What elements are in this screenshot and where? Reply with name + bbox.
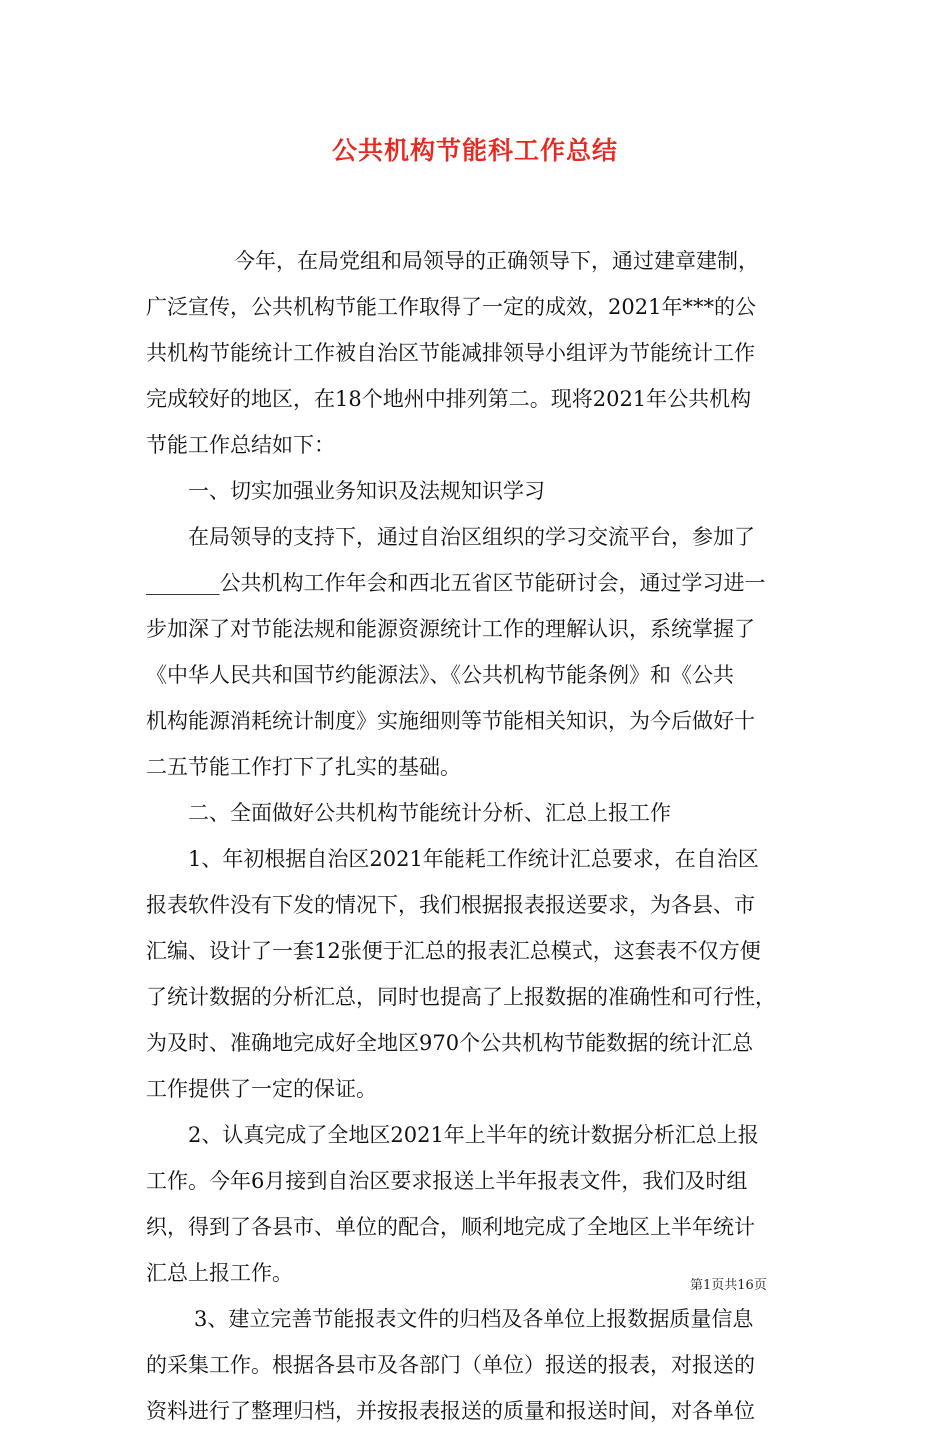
body-text-line: 共机构节能统计工作被自治区节能减排领导小组评为节能统计工作 [146, 341, 755, 365]
body-text-line: 二、全面做好公共机构节能统计分析、汇总上报工作 [188, 801, 671, 825]
body-text-line: 步加深了对节能法规和能源资源统计工作的理解认识，系统掌握了 [146, 617, 755, 641]
body-text-line: 完成较好的地区，在18个地州中排列第二。现将2021年公共机构 [146, 387, 752, 411]
body-text-line: 工作。今年6月接到自治区要求报送上半年报表文件，我们及时组 [146, 1169, 748, 1193]
body-text-line: 广泛宣传，公共机构节能工作取得了一定的成效，2021年***的公 [146, 295, 756, 319]
body-text-line: 资料进行了整理归档，并按报表报送的质量和报送时间，对各单位 [146, 1399, 755, 1423]
document-body [146, 238, 810, 1434]
body-text-line: 节能工作总结如下： [146, 433, 335, 457]
body-text-line: 1、年初根据自治区2021年能耗工作统计汇总要求，在自治区 [188, 847, 759, 871]
body-text-line: 《中华人民共和国节约能源法》、《公共机构节能条例》和《公共 [146, 663, 734, 687]
body-text-line: 的采集工作。根据各县市及各部门（单位）报送的报表，对报送的 [146, 1353, 755, 1377]
body-text-line: 在局领导的支持下，通过自治区组织的学习交流平台，参加了 [188, 525, 755, 549]
body-text-line: _______公共机构工作年会和西北五省区节能研讨会，通过学习进一 [146, 571, 766, 595]
body-text-line: 织，得到了各县市、单位的配合，顺利地完成了全地区上半年统计 [146, 1215, 755, 1239]
body-text-line: 了统计数据的分析汇总，同时也提高了上报数据的准确性和可行性， [146, 985, 776, 1009]
body-text-line: 汇编、设计了一套12张便于汇总的报表汇总模式，这套表不仅方便 [146, 939, 761, 963]
body-text-line: 今年，在局党组和局领导的正确领导下，通过建章建制， [234, 249, 759, 273]
body-text-line: 二五节能工作打下了扎实的基础。 [146, 755, 461, 779]
body-text-line: 2、认真完成了全地区2021年上半年的统计数据分析汇总上报 [188, 1123, 759, 1147]
body-text-line: 机构能源消耗统计制度》实施细则等节能相关知识，为今后做好十 [146, 709, 755, 733]
page-number-footer: 第1页共16页 [690, 1278, 767, 1293]
body-text-line: 为及时、准确地完成好全地区970个公共机构节能数据的统计汇总 [146, 1031, 754, 1055]
body-text-line: 工作提供了一定的保证。 [146, 1077, 377, 1101]
body-text-line: 报表软件没有下发的情况下，我们根据报表报送要求，为各县、市 [146, 893, 755, 917]
body-text-line: 一、切实加强业务知识及法规知识学习 [188, 479, 545, 503]
document-title: 公共机构节能科工作总结 [331, 136, 618, 165]
body-text-line: 汇总上报工作。 [146, 1261, 293, 1285]
body-text-line: 3、建立完善节能报表文件的归档及各单位上报数据质量信息 [194, 1307, 754, 1331]
